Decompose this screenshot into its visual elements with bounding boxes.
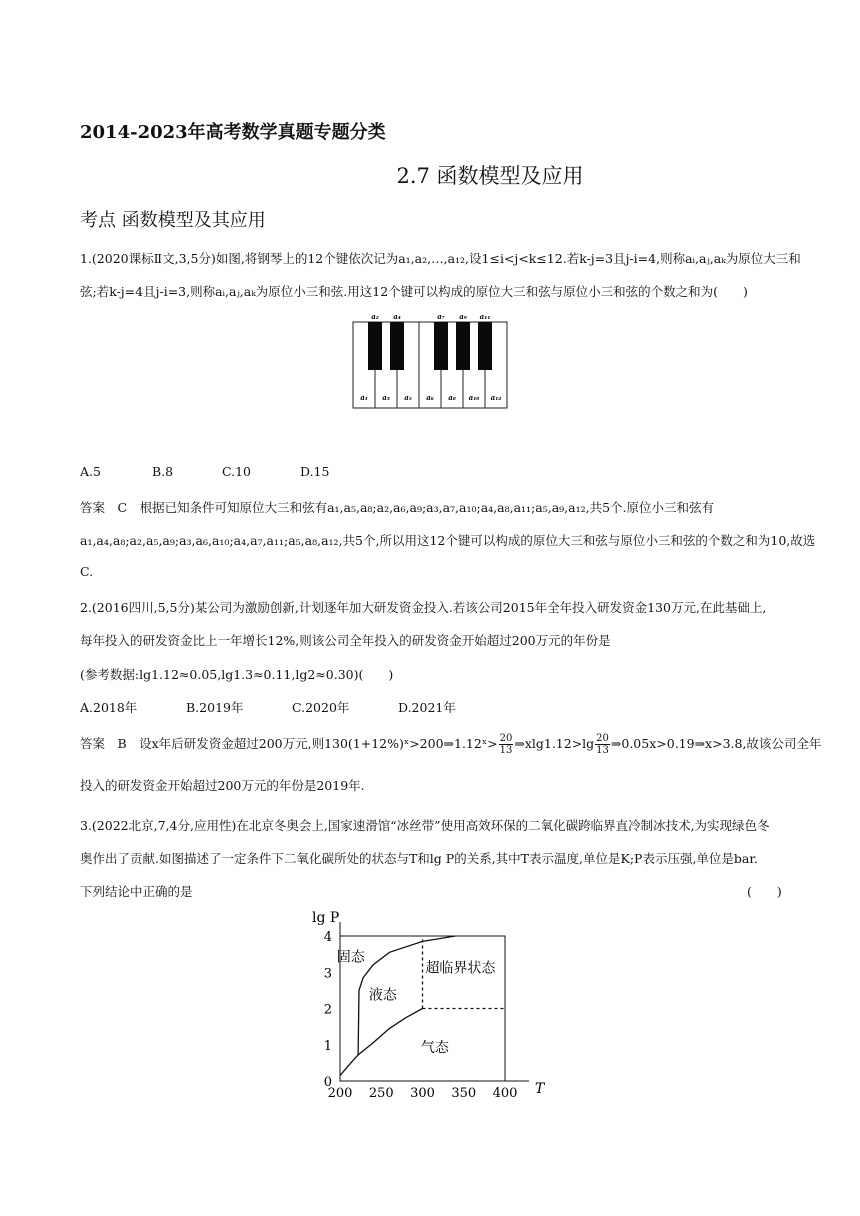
q3-stem-line1: 3.(2022北京,7,4分,应用性)在北京冬奥会上,国家速滑馆“冰丝带”使用高效环保的二氧化碳跨临界直冷制冰技术,为实现绿色冬 <box>80 818 770 833</box>
q2-answer-part1: 答案 B 设x年后研发资金超过200万元,则130(1+12%)ˣ>200⇒1.12ˣ> <box>80 736 498 751</box>
q1-option-d: D.15 <box>300 464 330 479</box>
q2-stem-line1: 2.(2016四川,5,5分)某公司为激励创新,计划逐年加大研发资金投入.若该公司2015年全年投入研发资金130万元,在此基础上, <box>80 600 767 615</box>
q2-option-d: D.2021年 <box>398 700 456 715</box>
q2-answer-part2: ⇒xlg1.12>lg <box>514 736 595 751</box>
q2-answer-line2: 投入的研发资金开始超过200万元的年份是2019年. <box>80 778 365 793</box>
y-axis-label: lg P <box>312 910 340 926</box>
q1-options <box>80 464 329 479</box>
piano-black-key <box>368 322 382 370</box>
liquid-gas-boundary <box>358 1009 422 1055</box>
black-key-label: a₄ <box>393 312 401 321</box>
q1-answer-line1: 答案 C 根据已知条件可知原位大三和弦有a₁,a₅,a₈;a₂,a₆,a₉;a₃,a₇,a₁₀;a₄,a₈,a₁₁;a₅,a₉,a₁₂,共5个.原位小三和弦有 <box>80 500 715 515</box>
q1-stem-line1: 1.(2020课标Ⅱ文,3,5分)如图,将钢琴上的12个键依次记为a₁,a₂,…,a₁₂,设1≤i<j<k≤12.若k-j=3且j-i=4,则称aᵢ,aⱼ,aₖ为原位大三和 <box>80 251 801 266</box>
white-key-label: a₅ <box>404 393 412 402</box>
q2-option-a: A.2018年 <box>80 700 138 715</box>
q2-stem-line2: 每年投入的研发资金比上一年增长12%,则该公司全年投入的研发资金开始超过200万元的年份是 <box>80 633 611 648</box>
x-tick-label: 350 <box>451 1086 477 1101</box>
white-key-label: a₁₂ <box>490 393 502 402</box>
piano-black-key <box>478 322 492 370</box>
white-key-label: a₈ <box>448 393 456 402</box>
q3-stem-line3: 下列结论中正确的是 <box>80 884 193 899</box>
fraction-20-13 <box>499 733 514 756</box>
region-label: 固态 <box>336 949 365 966</box>
region-label: 气态 <box>420 1040 449 1056</box>
x-tick-label: 300 <box>410 1086 435 1101</box>
q1-option-c: C.10 <box>222 464 251 479</box>
q2-options <box>80 698 456 716</box>
q2-answer-part3: ⇒0.05x>0.19⇒x>3.8,故该公司全年 <box>610 736 822 751</box>
piano-black-key <box>390 322 404 370</box>
solid-gas-boundary <box>340 1055 358 1076</box>
q1-option-a: A.5 <box>80 464 101 479</box>
x-tick-label: 400 <box>492 1086 518 1101</box>
q2-option-b: B.2019年 <box>186 700 244 715</box>
y-tick-label: 1 <box>323 1038 332 1054</box>
y-tick-label: 2 <box>323 1002 332 1018</box>
fraction-20-13-second <box>595 733 610 756</box>
y-tick-label: 3 <box>323 966 332 982</box>
y-tick-label: 4 <box>323 930 332 945</box>
piano-black-key <box>456 322 470 370</box>
piano-figure <box>351 310 510 412</box>
document-title: 2014-2023年高考数学真题专题分类 <box>80 122 386 143</box>
piano-black-key <box>434 322 448 370</box>
q1-answer-line3: C. <box>80 564 94 579</box>
white-key-label: a₁₀ <box>468 393 480 402</box>
x-axis-label: T <box>535 1081 545 1097</box>
q1-option-b: B.8 <box>152 464 174 479</box>
kaodian-heading: 考点 函数模型及其应用 <box>80 210 266 231</box>
black-key-label: a₉ <box>459 312 467 321</box>
fraction-denominator: 13 <box>499 745 513 756</box>
q1-answer-line2: a₁,a₄,a₈;a₂,a₅,a₉;a₃,a₆,a₁₀;a₄,a₇,a₁₁;a₅,a₈,a₁₂,共5个,所以用这12个键可以构成的原位大三和弦与原位小三和弦的个数之和为10,故选 <box>80 533 816 548</box>
y-tick-label: 0 <box>323 1075 332 1090</box>
section-title: 2.7 函数模型及应用 <box>396 164 584 188</box>
white-key-label: a₃ <box>382 393 390 402</box>
white-key-label: a₁ <box>360 393 368 402</box>
black-key-label: a₇ <box>437 312 445 321</box>
q2-answer-line1 <box>80 733 821 756</box>
q3-answer-paren: ( ) <box>747 884 782 899</box>
black-key-label: a₁₁ <box>479 312 491 321</box>
fraction-numerator: 20 <box>596 733 609 744</box>
fraction-numerator: 20 <box>499 733 513 744</box>
black-key-label: a₂ <box>371 312 379 321</box>
x-tick-label: 200 <box>327 1086 353 1101</box>
x-tick-label: 250 <box>368 1086 394 1101</box>
white-key-label: a₆ <box>426 393 434 402</box>
q3-stem-line2: 奥作出了贡献.如图描述了一定条件下二氧化碳所处的状态与T和lg P的关系,其中T表示温度,单位是K;P表示压强,单位是bar. <box>80 851 758 866</box>
region-label: 液态 <box>368 987 397 1004</box>
region-label: 超临界状态 <box>425 960 496 977</box>
q1-stem-line2: 弦;若k-j=4且j-i=3,则称aᵢ,aⱼ,aₖ为原位小三和弦.用这12个键可以构成的原位大三和弦与原位小三和弦的个数之和为( ) <box>80 284 748 299</box>
fraction-denominator: 13 <box>596 745 609 756</box>
q2-option-c: C.2020年 <box>292 700 350 715</box>
phase-diagram <box>300 900 560 1110</box>
q2-stem-line3: (参考数据:lg1.12≈0.05,lg1.3≈0.11,lg2≈0.30)( ) <box>80 667 394 682</box>
